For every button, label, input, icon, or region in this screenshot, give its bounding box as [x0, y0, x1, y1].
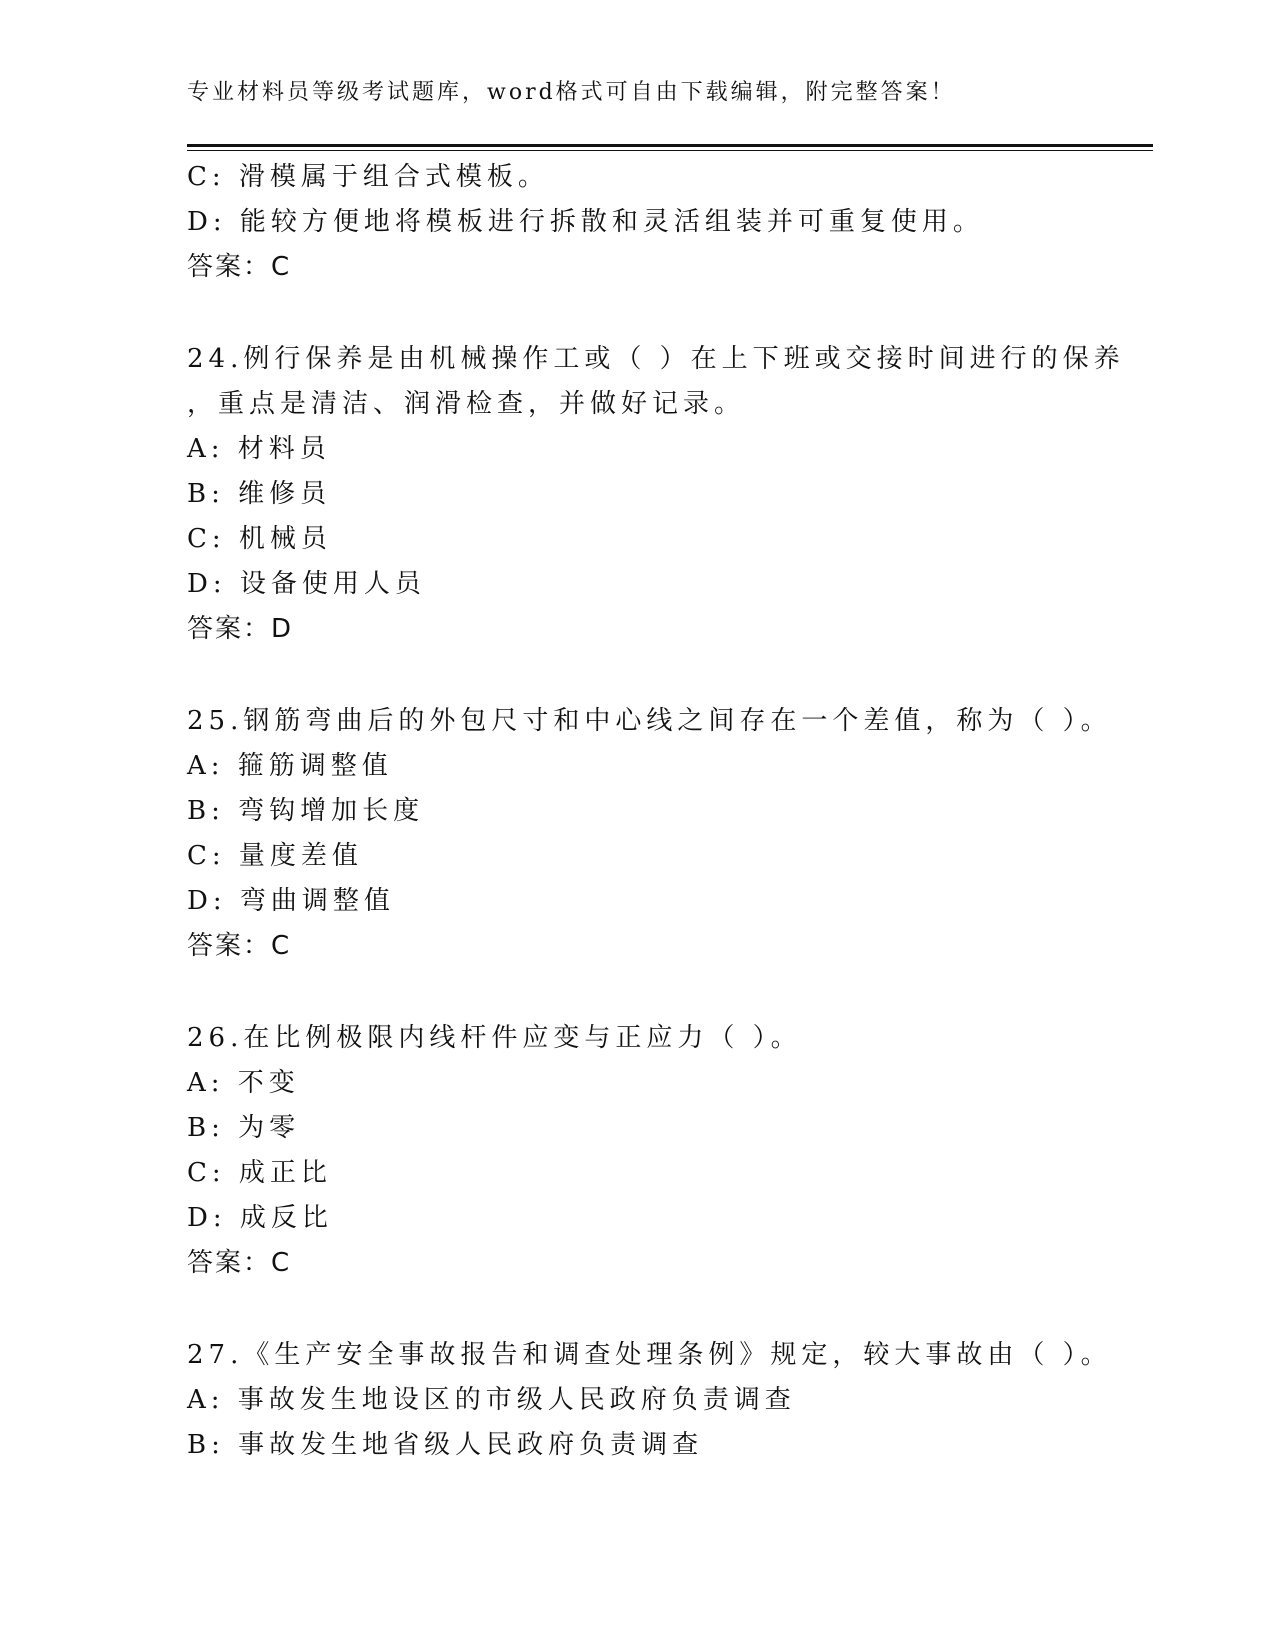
option-line: D: 能较方便地将模板进行拆散和灵活组装并可重复使用。	[187, 207, 984, 237]
question-line: 27.《生产安全事故报告和调查处理条例》规定，较大事故由（ ）。	[187, 1340, 1112, 1370]
answer-line: 答案：C	[187, 931, 292, 961]
page-header: 专业材料员等级考试题库，word格式可自由下载编辑，附完整答案！	[187, 80, 956, 105]
question-line: 24.例行保养是由机械操作工或（ ）在上下班或交接时间进行的保养	[187, 344, 1125, 374]
option-line: A: 事故发生地设区的市级人民政府负责调查	[187, 1385, 796, 1415]
option-line: C: 量度差值	[187, 841, 363, 871]
option-line: C: 成正比	[187, 1158, 332, 1188]
option-line: B: 事故发生地省级人民政府负责调查	[187, 1430, 704, 1460]
question-line: 26.在比例极限内线杆件应变与正应力（ ）。	[187, 1023, 802, 1053]
answer-line: 答案：C	[187, 252, 292, 282]
option-line: C: 滑模属于组合式模板。	[187, 162, 549, 192]
header-rule-thick	[187, 144, 1153, 147]
option-line: D: 设备使用人员	[187, 569, 426, 599]
option-line: A: 不变	[187, 1068, 300, 1098]
option-line: A: 箍筋调整值	[187, 751, 393, 781]
answer-line: 答案：D	[187, 614, 294, 644]
option-line: D: 弯曲调整值	[187, 886, 395, 916]
question-line: ，重点是清洁、润滑检查，并做好记录。	[187, 389, 746, 419]
option-line: B: 弯钩增加长度	[187, 796, 425, 826]
header-rule-thin	[187, 150, 1153, 151]
option-line: C: 机械员	[187, 524, 332, 554]
option-line: B: 为零	[187, 1113, 301, 1143]
option-line: D: 成反比	[187, 1203, 333, 1233]
question-line: 25.钢筋弯曲后的外包尺寸和中心线之间存在一个差值，称为（ ）。	[187, 706, 1112, 736]
option-line: A: 材料员	[187, 434, 331, 464]
answer-line: 答案：C	[187, 1248, 292, 1278]
option-line: B: 维修员	[187, 479, 332, 509]
